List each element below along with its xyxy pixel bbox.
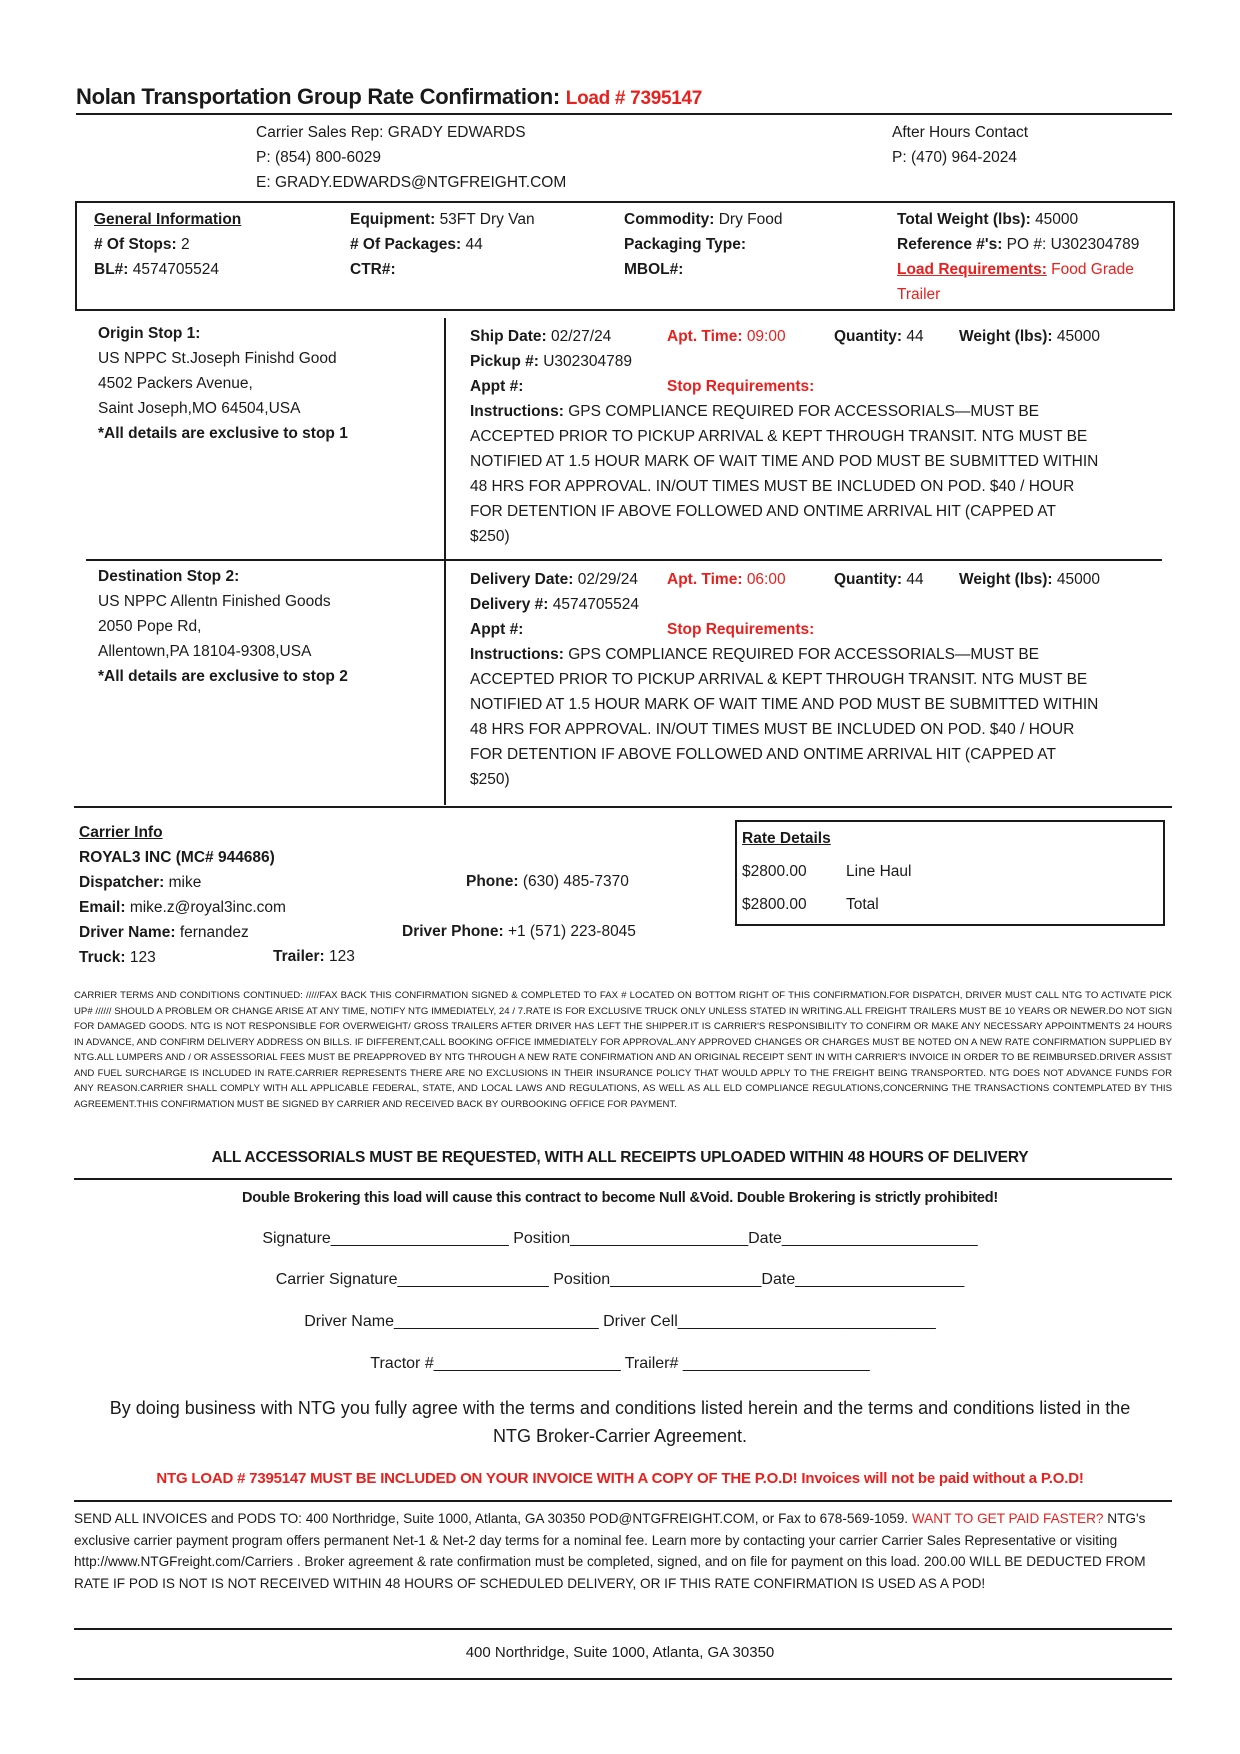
origin-appt [470, 378, 523, 396]
general-col-2 [350, 207, 535, 282]
destination-quantity-value: 44 [906, 571, 924, 588]
origin-instr-line-2: ACCEPTED PRIOR TO PICKUP ARRIVAL & KEPT THROUGH TRANSIT. NTG MUST BE [470, 428, 1088, 445]
carrier-phone-label: Phone: [466, 873, 519, 890]
driver-name-label: Driver Name: [79, 924, 176, 941]
after-hours-block [892, 120, 1028, 170]
commodity-value: Dry Food [718, 211, 783, 228]
title-underline [76, 113, 1172, 115]
load-requirements-value: Food Grade [1051, 261, 1134, 278]
payment-program-text: NTG's exclusive carrier payment program offers permanent Net-1 & Net-2 day terms for a nominal fee. Learn more by contacting your carrier Carrier Sales Representative or visiting http://www.NTGFreight.com/Carriers . Broker agreement & rate confirmation must be completed, signed, and on file for payment on this load. 200.00 WILL BE DEDUCTED FROM RATE IF POD IS NOT IS NOT RECEIVED WITHIN 48 HOURS OF SCHEDULED DELIVERY, OR IF THIS RATE CONFIRMATION IS USED AS A POD! [74, 1511, 1146, 1591]
destination-instr-line-6: $250) [470, 771, 510, 788]
driver-phone-label: Driver Phone: [402, 923, 504, 940]
delivery-date-value: 02/29/24 [577, 571, 639, 588]
carrier-phone-value: (630) 485-7370 [522, 873, 629, 890]
destination-delivery-date [470, 571, 638, 589]
stops-bottom-rule [74, 806, 1172, 808]
destination-instr-line-5: FOR DETENTION IF ABOVE FOLLOWED AND ONTIME ARRIVAL HIT (CAPPED AT [470, 746, 1056, 763]
sales-rep-name: Carrier Sales Rep: GRADY EDWARDS [256, 124, 526, 141]
origin-instr-line-6: $250) [470, 528, 510, 545]
mbol-label: MBOL#: [624, 261, 684, 278]
invoice-rule [74, 1500, 1172, 1502]
dispatcher-label: Dispatcher: [79, 874, 165, 891]
origin-ship-date [470, 328, 611, 346]
stops-vertical-divider [444, 318, 446, 805]
driver-name-value: fernandez [179, 924, 249, 941]
origin-appt-label: Appt #: [470, 378, 524, 395]
delivery-number-value: 4574705524 [552, 596, 639, 613]
load-requirements-label: Load Requirements: [897, 261, 1047, 278]
trailer-value: 123 [329, 948, 355, 965]
destination-stop-heading: Destination Stop 2: [98, 568, 240, 585]
general-info-heading: General Information [94, 211, 242, 228]
origin-stop-block [98, 321, 348, 446]
rate-description: Line Haul [846, 863, 912, 880]
agreement-line-2: NTG Broker-Carrier Agreement. [492, 1426, 748, 1446]
destination-exclusive-note: *All details are exclusive to stop 2 [98, 668, 348, 685]
footer-bottom-rule [74, 1678, 1172, 1680]
destination-stop-req-label: Stop Requirements: [667, 621, 815, 638]
destination-stop-block [98, 564, 348, 689]
pickup-number-value: U302304789 [543, 353, 633, 370]
rate-details-heading: Rate Details [742, 830, 831, 847]
document-title [76, 84, 702, 110]
dispatcher-value: mike [168, 874, 202, 891]
driver-phone-value: +1 (571) 223-8045 [507, 923, 636, 940]
reference-label: Reference #'s: [897, 236, 1003, 253]
destination-instructions-label: Instructions: [470, 646, 564, 663]
accessorials-notice: ALL ACCESSORIALS MUST BE REQUESTED, WITH ALL RECEIPTS UPLOADED WITHIN 48 HOURS OF DELIVERY [211, 1149, 1029, 1166]
carrier-name: ROYAL3 INC (MC# 944686) [79, 849, 275, 866]
delivery-date-label: Delivery Date: [470, 571, 574, 588]
origin-stop-req-label: Stop Requirements: [667, 378, 815, 395]
packages-value: 44 [465, 236, 483, 253]
accessorials-rule [74, 1178, 1172, 1180]
signature-row-3[interactable]: Driver Name_______________________ Driver Cell_____________________________ [304, 1313, 936, 1330]
rate-details-box [735, 820, 1165, 926]
general-col-1 [94, 207, 241, 282]
ctr-label: CTR#: [350, 261, 396, 278]
rate-description: Total [846, 896, 879, 913]
destination-address-line-1: US NPPC Allentn Finished Goods [98, 593, 331, 610]
destination-delivery-number [470, 596, 639, 614]
total-weight-value: 45000 [1035, 211, 1079, 228]
ship-date-label: Ship Date: [470, 328, 547, 345]
truck-value: 123 [129, 949, 156, 966]
carrier-info-block [79, 820, 286, 970]
origin-quantity-label: Quantity: [834, 328, 903, 345]
stops-value: 2 [180, 236, 190, 253]
invoice-warning: NTG LOAD # 7395147 MUST BE INCLUDED ON YOUR INVOICE WITH A COPY OF THE P.O.D! Invoices will not be paid without a P.O.D! [156, 1470, 1084, 1487]
reference-value: PO #: U302304789 [1006, 236, 1140, 253]
destination-instr-line-2: ACCEPTED PRIOR TO PICKUP ARRIVAL & KEPT THROUGH TRANSIT. NTG MUST BE [470, 671, 1088, 688]
footer-address: 400 Northridge, Suite 1000, Atlanta, GA 30350 [465, 1644, 775, 1661]
carrier-email-label: Email: [79, 899, 126, 916]
sales-rep-block [256, 120, 566, 195]
origin-apt-value: 09:00 [746, 328, 786, 345]
destination-appt-label: Appt #: [470, 621, 524, 638]
ship-date-value: 02/27/24 [550, 328, 612, 345]
sales-rep-phone: P: (854) 800-6029 [256, 149, 381, 166]
general-col-3 [624, 207, 782, 282]
destination-weight-label: Weight (lbs): [959, 571, 1053, 588]
equipment-label: Equipment: [350, 211, 436, 228]
bl-value: 4574705524 [132, 261, 219, 278]
signature-row-1[interactable]: Signature____________________ Position____________________Date______________________ [262, 1230, 978, 1247]
destination-quantity-label: Quantity: [834, 571, 903, 588]
origin-address-line-2: 4502 Packers Avenue, [98, 375, 253, 392]
destination-instr-line-3: NOTIFIED AT 1.5 HOUR MARK OF WAIT TIME AND POD MUST BE SUBMITTED WITHIN [470, 696, 1099, 713]
equipment-value: 53FT Dry Van [439, 211, 535, 228]
rate-row [742, 896, 879, 914]
double-brokering-notice: Double Brokering this load will cause this contract to become Null &Void. Double Brokering is strictly prohibited! [241, 1190, 998, 1206]
origin-stop-heading: Origin Stop 1: [98, 325, 201, 342]
origin-weight-label: Weight (lbs): [959, 328, 1053, 345]
origin-instr-line-3: NOTIFIED AT 1.5 HOUR MARK OF WAIT TIME AND POD MUST BE SUBMITTED WITHIN [470, 453, 1099, 470]
delivery-number-label: Delivery #: [470, 596, 549, 613]
destination-quantity [834, 571, 924, 589]
agreement-line-1: By doing business with NTG you fully agree with the terms and conditions listed herein and the terms and conditions listed in the [109, 1398, 1131, 1418]
driver-phone [402, 923, 636, 941]
destination-apt-label: Apt. Time: [667, 571, 743, 588]
packaging-type-label: Packaging Type: [624, 236, 747, 253]
origin-instructions [470, 399, 1170, 549]
destination-weight [959, 571, 1100, 589]
get-paid-faster-text: WANT TO GET PAID FASTER? [911, 1511, 1104, 1526]
stops-horizontal-divider [86, 559, 1162, 561]
destination-instr-line-4: 48 HRS FOR APPROVAL. IN/OUT TIMES MUST BE INCLUDED ON POD. $40 / HOUR [470, 721, 1075, 738]
carrier-phone [466, 873, 629, 891]
origin-instructions-label: Instructions: [470, 403, 564, 420]
footer-top-rule [74, 1628, 1172, 1630]
stops-label: # Of Stops: [94, 236, 177, 253]
rate-amount: $2800.00 [742, 863, 807, 880]
destination-weight-value: 45000 [1056, 571, 1100, 588]
origin-weight-value: 45000 [1056, 328, 1100, 345]
load-number: Load # 7395147 [565, 88, 703, 109]
bl-label: BL#: [94, 261, 129, 278]
trailer [273, 948, 355, 966]
rate-row [742, 863, 912, 881]
destination-address-line-3: Allentown,PA 18104-9308,USA [98, 643, 312, 660]
truck-label: Truck: [79, 949, 126, 966]
carrier-info-heading: Carrier Info [79, 824, 163, 841]
origin-instr-line-5: FOR DETENTION IF ABOVE FOLLOWED AND ONTIME ARRIVAL HIT (CAPPED AT [470, 503, 1056, 520]
title-text: Nolan Transportation Group Rate Confirmation: [76, 84, 560, 109]
pickup-number-label: Pickup #: [470, 353, 539, 370]
origin-quantity [834, 328, 924, 346]
origin-pickup-number [470, 353, 632, 371]
destination-instr-line-1: GPS COMPLIANCE REQUIRED FOR ACCESSORIALS—MUST BE [568, 646, 1040, 663]
origin-instr-line-4: 48 HRS FOR APPROVAL. IN/OUT TIMES MUST BE INCLUDED ON POD. $40 / HOUR [470, 478, 1075, 495]
origin-address-line-3: Saint Joseph,MO 64504,USA [98, 400, 301, 417]
origin-address-line-1: US NPPC St.Joseph Finishd Good [98, 350, 337, 367]
payment-info [74, 1508, 1174, 1594]
signature-row-4[interactable]: Tractor #_____________________ Trailer# _____________________ [370, 1355, 870, 1372]
trailer-label: Trailer: [273, 948, 325, 965]
send-invoices-text: SEND ALL INVOICES and PODS TO: 400 Northridge, Suite 1000, Atlanta, GA 30350 POD@NTGFREIGHT.COM, or Fax to 678-569-1059. [74, 1511, 912, 1526]
total-weight-label: Total Weight (lbs): [897, 211, 1031, 228]
origin-quantity-value: 44 [906, 328, 924, 345]
destination-apt-time [667, 571, 786, 589]
origin-apt-label: Apt. Time: [667, 328, 743, 345]
terms-and-conditions: CARRIER TERMS AND CONDITIONS CONTINUED: /////FAX BACK THIS CONFIRMATION SIGNED & COMPLETED TO FAX # LOCATED ON BOTTOM RIGHT OF THIS CONFIRMATION.FOR DISPATCH, DRIVER MUST CALL NTG TO ACTIVATE PICK UP# ////// SHOULD A PROBLEM OR CHANGE ARISE AT ANY TIME, NOTIFY NTG IMMEDIATELY, 24 / 7.RATE IS FOR EXCLUSIVE TRUCK ONLY UNLESS STATED IN WRITING.ALL FREIGHT TRAILERS MUST BE 10 YEARS OR NEWER.DO NOT SIGN FOR DAMAGED GOODS. NTG IS NOT RESPONSIBLE FOR OVERWEIGHT/ GROSS TRAILERS AFTER DRIVER HAS LEFT THE SHIPPER.IT IS CARRIER'S RESPONSIBILITY TO CONFIRM OR MAKE ANY NECESSARY APPOINTMENTS 24 HOURS IN ADVANCE, AND CONFIRM DELIVERY ADDRESS ON BILLS. IF DIFFERENT,CALL BOOKING OFFICE IMMEDIATELY FOR APPROVAL.ANY APPROVED CHANGES OR CHARGES MUST BE NOTED ON A NEW RATE CONFIRMATION SUPPLIED BY NTG.ALL LUMPERS AND / OR ASSESSORIAL FEES MUST BE PREAPPROVED BY NTG THROUGH A NEW RATE CONFIRMATION AND AN ORIGINAL RECEIPT SENT IN WITH CARRIER'S INVOICE IN ORDER TO BE REIMBURSED.DRIVER ASSIST AND FUEL SURCHARGE IS INCLUDED IN RATE.CARRIER REPRESENTS THERE ARE NO EXCLUSIONS IN THEIR INSURANCE POLICY THAT WOULD APPLY TO THE FREIGHT BEING TRANSPORTED. NTG DOES NOT ADVANCE FUNDS FOR ANY REASON.CARRIER SHALL COMPLY WITH ALL APPLICABLE FEDERAL, STATE, AND LOCAL LAWS AND REGULATIONS, AS WELL AS ALL ELD COMPLIANCE REGULATIONS,CONCERNING THE TRANSACTIONS CONTEMPLATED BY THIS AGREEMENT.THIS CONFIRMATION MUST BE SIGNED BY CARRIER AND RECEIVED BACK BY OURBOOKING OFFICE FOR PAYMENT. [74, 990, 1172, 1110]
origin-stop-requirements [667, 378, 814, 396]
destination-address-line-2: 2050 Pope Rd, [98, 618, 202, 635]
after-hours-phone: P: (470) 964-2024 [892, 149, 1017, 166]
packages-label: # Of Packages: [350, 236, 462, 253]
after-hours-label: After Hours Contact [892, 124, 1029, 141]
destination-apt-value: 06:00 [746, 571, 786, 588]
carrier-email-value: mike.z@royal3inc.com [129, 899, 286, 916]
general-col-4 [897, 207, 1167, 307]
commodity-label: Commodity: [624, 211, 715, 228]
origin-exclusive-note: *All details are exclusive to stop 1 [98, 425, 348, 442]
destination-appt [470, 621, 523, 639]
rate-amount: $2800.00 [742, 896, 807, 913]
origin-instr-line-1: GPS COMPLIANCE REQUIRED FOR ACCESSORIALS—MUST BE [568, 403, 1040, 420]
signature-row-2[interactable]: Carrier Signature_________________ Position_________________Date___________________ [275, 1271, 965, 1288]
destination-instructions [470, 642, 1170, 792]
sales-rep-email: E: GRADY.EDWARDS@NTGFREIGHT.COM [256, 174, 567, 191]
load-requirements-value-cont: Trailer [897, 286, 941, 303]
origin-weight [959, 328, 1100, 346]
agreement-text [0, 1394, 1240, 1450]
destination-stop-requirements [667, 621, 814, 639]
origin-apt-time [667, 328, 786, 346]
